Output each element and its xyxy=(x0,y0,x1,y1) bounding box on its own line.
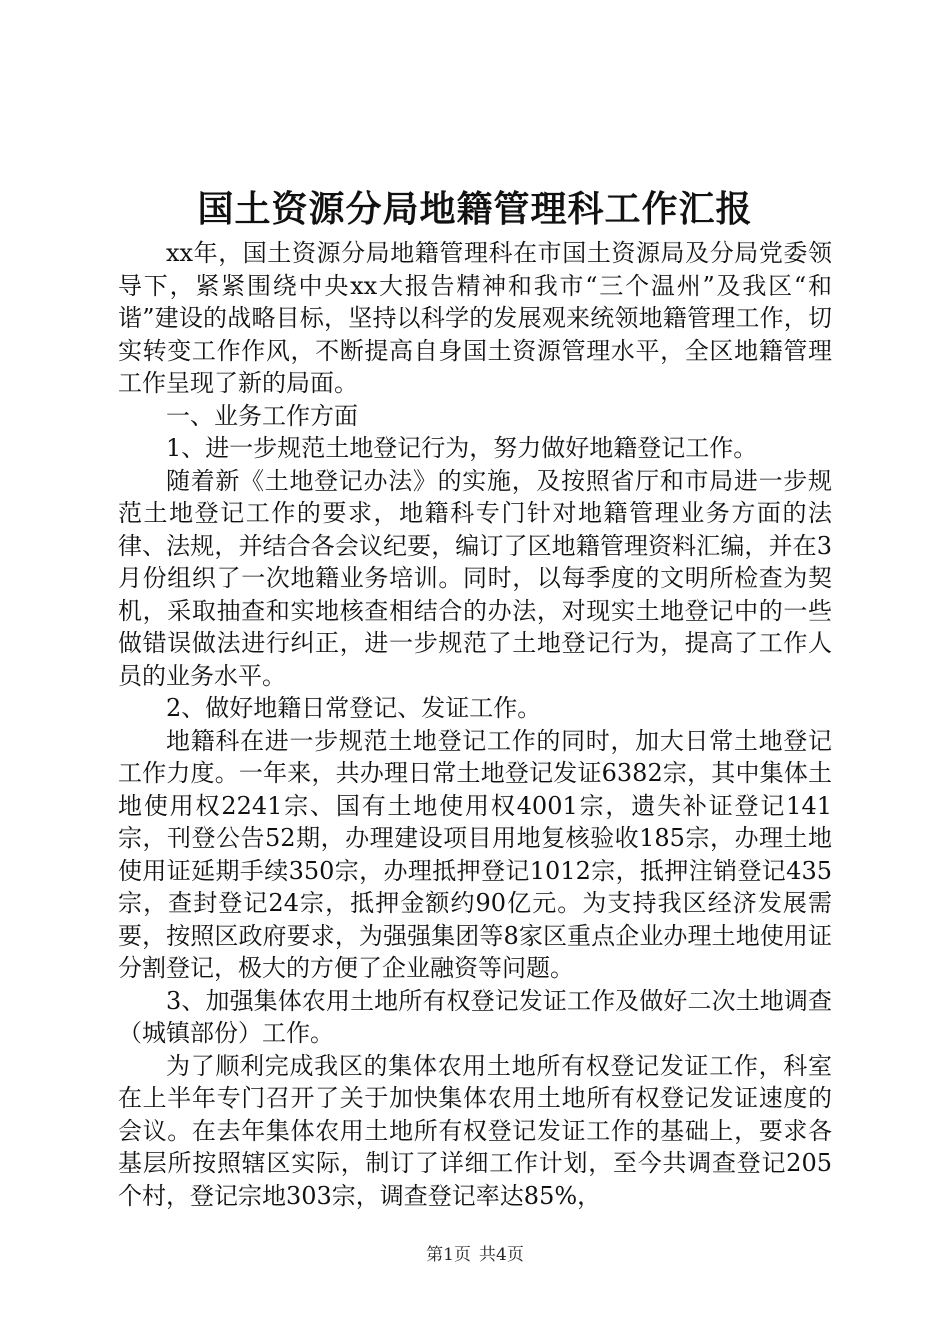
document-body xyxy=(118,237,832,1212)
subheading-2: 2、做好地籍日常登记、发证工作。 xyxy=(166,694,542,722)
page-footer xyxy=(0,1243,950,1267)
paragraph-3: 为了顺利完成我区的集体农用土地所有权登记发证工作，科室在上半年专门召开了关于加快集体农用土地所有权登记发证速度的会议。在去年集体农用土地所有权登记发证工作的基础上，要求各基层所按照辖区实际，制订了详细工作计划，至今共调查登记205个村，登记宗地303宗，调查登记率达85%， xyxy=(118,1051,832,1210)
paragraph-intro: xx年，国土资源分局地籍管理科在市国土资源局及分局党委领导下，紧紧围绕中央xx大报告精神和我市“三个温州”及我区“和谐”建设的战略目标，坚持以科学的发展观来统领地籍管理工作，切实转变工作作风，不断提高自身国土资源管理水平，全区地籍管理工作呈现了新的局面。 xyxy=(118,239,832,397)
page-number: 第1页 xyxy=(426,1245,471,1265)
page-total: 共4页 xyxy=(479,1245,524,1265)
paragraph-2: 地籍科在进一步规范土地登记工作的同时，加大日常土地登记工作力度。一年来，共办理日常土地登记发证6382宗，其中集体土地使用权2241宗、国有土地使用权4001宗，遗失补证登记141宗，刊登公告52期，办理建设项目用地复核验收185宗，办理土地使用证延期手续350宗，办理抵押登记1012宗，抵押注销登记435宗，查封登记24宗，抵押金额约90亿元。为支持我区经济发展需要，按照区政府要求，为强强集团等8家区重点企业办理土地使用证分割登记，极大的方便了企业融资等问题。 xyxy=(118,726,832,982)
paragraph-1: 随着新《土地登记办法》的实施，及按照省厅和市局进一步规范土地登记工作的要求，地籍科专门针对地籍管理业务方面的法律、法规，并结合各会议纪要，编订了区地籍管理资料汇编，并在3月份组织了一次地籍业务培训。同时，以每季度的文明所检查为契机，采取抽查和实地核查相结合的办法，对现实土地登记中的一些做错误做法进行纠正，进一步规范了土地登记行为，提高了工作人员的业务水平。 xyxy=(118,466,832,690)
subheading-1: 1、进一步规范土地登记行为，努力做好地籍登记工作。 xyxy=(166,434,758,462)
section-heading: 一、业务工作方面 xyxy=(166,401,358,430)
subheading-3: 3、加强集体农用土地所有权登记发证工作及做好二次土地调查（城镇部份）工作。 xyxy=(118,986,832,1047)
document-title: 国土资源分局地籍管理科工作汇报 xyxy=(197,188,753,230)
